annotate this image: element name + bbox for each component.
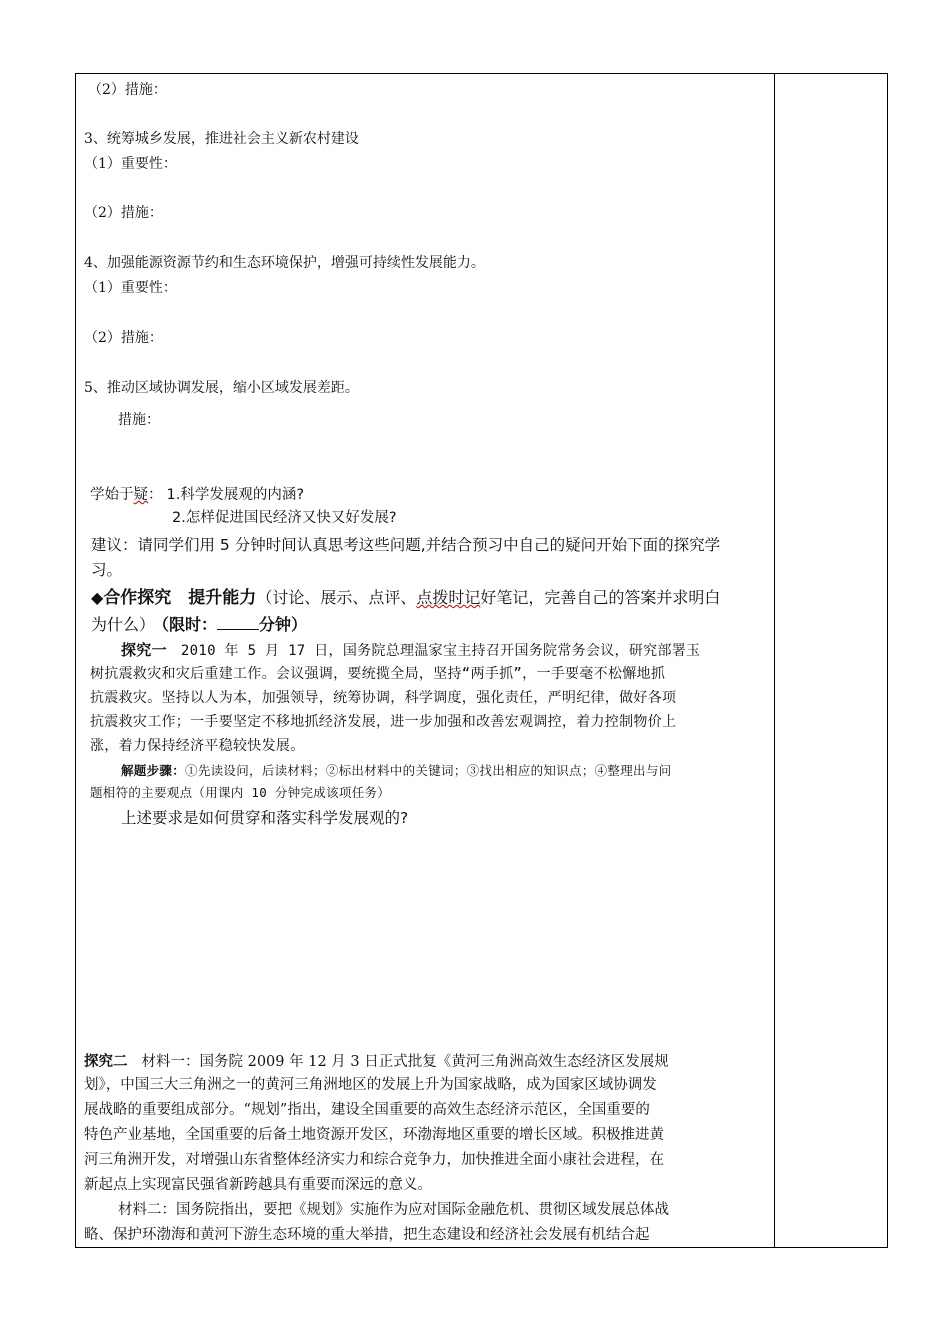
section-3-measure: （2）措施： <box>84 205 163 221</box>
steps-line-1 <box>121 759 671 784</box>
explore1-label: 探究一 <box>121 641 167 659</box>
explore1-text-1: 2010 年 5 月 17 日，国务院总理温家宝主持召开国务院常务会议，研究部署玉 <box>180 643 701 659</box>
material1-text-1: 材料一：国务院 2009 年 12 月 3 日正式批复《黄河三角洲高效生态经济区发展规 <box>141 1054 669 1070</box>
section-3-importance: （1）重要性： <box>84 156 177 172</box>
coop-desc-a: （讨论、展示、点评、 <box>256 588 417 607</box>
limit-label: （限时： <box>161 615 218 634</box>
section-3-title: 3、统筹城乡发展，推进社会主义新农村建设 <box>84 131 359 147</box>
explore1-line-1 <box>121 638 700 664</box>
material1-line-3: 展战略的重要组成部分。“规划”指出，建设全国重要的高效生态经济示范区，全国重要的 <box>84 1102 650 1118</box>
explore1-line-2: 树抗震救灾和灾后重建工作。会议强调，要统揽全局，坚持“两手抓”，一手要毫不松懈地抓 <box>90 666 666 682</box>
suggestion-line-1: 建议：请同学们用 5 分钟时间认真思考这些问题,并结合预习中自己的疑问开始下面的探究学 <box>91 536 721 554</box>
limit-suffix: 分钟） <box>259 615 308 634</box>
material1-line-4: 特色产业基地，全国重要的后备土地资源开发区，环渤海地区重要的增长区域。积极推进黄 <box>84 1127 664 1143</box>
section-5-title: 5、推动区域协调发展，缩小区域发展差距。 <box>84 380 359 396</box>
coop-heading: 合作探究 提升能力 <box>103 588 257 608</box>
diamond-bullet: ◆ <box>91 588 104 607</box>
section-4-measure: （2）措施： <box>84 330 163 346</box>
explore2-line-1 <box>84 1050 669 1075</box>
measure-2-label: （2）措施： <box>88 82 167 98</box>
section-4-importance: （1）重要性： <box>84 280 177 296</box>
material2-line-1: 材料二：国务院指出，要把《规划》实施作为应对国际金融危机、贯彻区域发展总体战 <box>118 1202 669 1218</box>
explore2-label: 探究二 <box>84 1054 128 1070</box>
steps-line-2: 题相符的主要观点（用课内 10 分钟完成该项任务） <box>90 785 391 800</box>
coop-desc-squiggle: 点拨时记 <box>416 588 481 607</box>
coop-desc-b: 好笔记，完善自己的答案并求明白 <box>480 588 721 607</box>
material1-line-6: 新起点上实现富民强省新跨越具有重要而深远的意义。 <box>84 1177 432 1193</box>
explore1-question: 上述要求是如何贯穿和落实科学发展观的? <box>121 809 409 827</box>
explore1-line-5: 涨，着力保持经济平稳较快发展。 <box>90 738 305 754</box>
doubt-question-1: 1.科学发展观的内涵? <box>166 487 305 503</box>
doubt-heading <box>90 485 304 505</box>
coop-heading-line <box>91 586 720 610</box>
material1-line-5: 河三角洲开发，对增强山东省整体经济实力和综合竞争力，加快推进全面小康社会进程，在 <box>84 1152 664 1168</box>
doubt-question-2: 2.怎样促进国民经济又快又好发展? <box>172 510 397 526</box>
doubt-label-prefix: 学始于 <box>90 487 134 503</box>
material1-line-2: 划》，中国三大三角洲之一的黄河三角洲地区的发展上升为国家战略，成为国家区域协调发 <box>84 1077 657 1093</box>
material2-line-2: 略、保护环渤海和黄河下游生态环境的重大举措，把生态建设和经济社会发展有机结合起 <box>84 1227 650 1243</box>
suggestion-line-2: 习。 <box>91 561 123 579</box>
section-5-measure: 措施： <box>118 412 160 428</box>
coop-desc-line-2 <box>91 613 307 637</box>
section-4-title: 4、加强能源资源节约和生态环境保护，增强可持续性发展能力。 <box>84 255 485 271</box>
doubt-label-squiggle: 疑 <box>133 487 148 503</box>
steps-label: 解题步骤： <box>121 763 186 778</box>
coop-desc-2: 为什么） <box>91 615 156 634</box>
explore1-line-4: 抗震救灾工作；一手要坚定不移地抓经济发展，进一步加强和改善宏观调控，着力控制物价上 <box>90 714 677 730</box>
table-column-divider <box>774 73 775 1248</box>
doubt-label-suffix: ： <box>148 487 163 503</box>
steps-text-1: ①先读设问，后读材料；②标出材料中的关键词；③找出相应的知识点；④整理出与问 <box>185 763 672 778</box>
explore1-line-3: 抗震救灾。坚持以人为本，加强领导，统筹协调，科学调度，强化责任，严明纪律，做好各项 <box>90 690 677 706</box>
limit-blank <box>217 615 259 630</box>
